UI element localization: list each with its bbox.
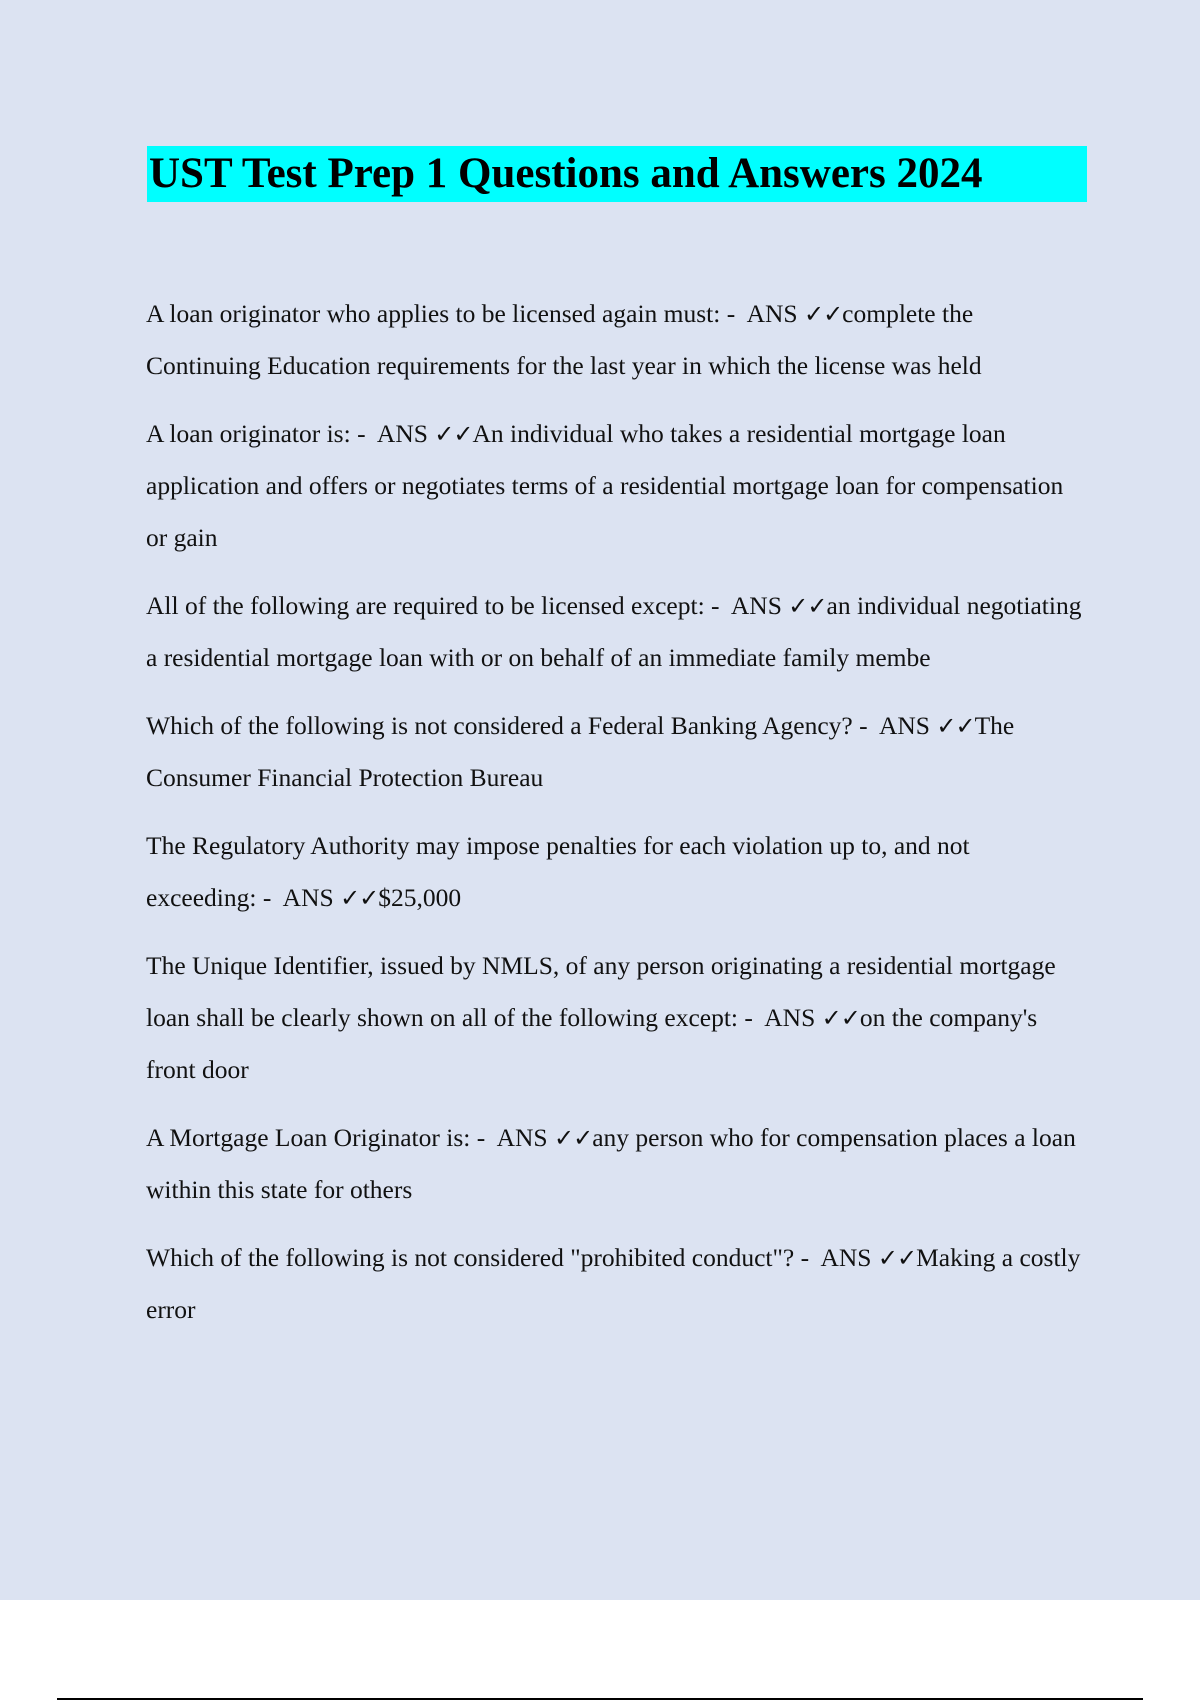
answer-text: The Consumer Financial Protection Bureau <box>146 711 1015 792</box>
answer-prefix: ANS <box>878 711 930 740</box>
answer-prefix: ANS <box>376 419 428 448</box>
qa-item <box>146 408 1086 564</box>
question-text: All of the following are required to be licensed except: <box>146 591 705 620</box>
title-highlight <box>147 146 1087 202</box>
separator: - <box>704 591 731 620</box>
separator: - <box>256 883 283 912</box>
qa-item <box>146 1232 1086 1336</box>
question-text: A loan originator who applies to be licensed again must: <box>146 299 721 328</box>
answer-prefix: ANS <box>820 1243 872 1272</box>
answer-prefix: ANS <box>746 299 798 328</box>
question-text: The Unique Identifier, issued by NMLS, of any person originating a residential mortgage loan shall be clearly shown on all of the following except: <box>146 951 1056 1032</box>
answer-text: an individual negotiating a residential mortgage loan with or on behalf of an immediate family membe <box>146 591 1082 672</box>
separator: - <box>720 299 747 328</box>
question-text: A loan originator is: <box>146 419 351 448</box>
answer-text: any person who for compensation places a loan within this state for others <box>146 1123 1076 1204</box>
separator: - <box>794 1243 821 1272</box>
answer-text: Making a costly error <box>146 1243 1081 1324</box>
answer-text: complete the Continuing Education requirements for the last year in which the license was held <box>146 299 982 380</box>
double-check-icon: ✓✓ <box>553 1124 593 1152</box>
answer-prefix: ANS <box>730 591 782 620</box>
separator: - <box>852 711 879 740</box>
question-text: Which of the following is not considered a Federal Banking Agency? <box>146 711 853 740</box>
qa-item <box>146 1112 1086 1216</box>
answer-prefix: ANS <box>764 1003 816 1032</box>
answer-prefix: ANS <box>496 1123 548 1152</box>
double-check-icon: ✓✓ <box>340 884 379 912</box>
qa-list <box>146 288 1086 1352</box>
double-check-icon: ✓✓ <box>788 592 827 620</box>
answer-text: An individual who takes a residential mortgage loan application and offers or negotiates terms of a residential mortgage loan for compensation or gain <box>146 419 1064 552</box>
qa-item <box>146 940 1086 1096</box>
qa-item <box>146 288 1086 392</box>
qa-item <box>146 700 1086 804</box>
double-check-icon: ✓✓ <box>877 1244 917 1272</box>
double-check-icon: ✓✓ <box>803 300 843 328</box>
separator: - <box>738 1003 765 1032</box>
answer-prefix: ANS <box>282 883 334 912</box>
double-check-icon: ✓✓ <box>434 420 473 448</box>
question-text: The Regulatory Authority may impose penalties for each violation up to, and not exceeding: <box>146 831 970 912</box>
separator: - <box>470 1123 497 1152</box>
document-title: UST Test Prep 1 Questions and Answers 2024 <box>149 150 983 197</box>
answer-text: on the company's front door <box>146 1003 1038 1084</box>
qa-item <box>146 820 1086 924</box>
double-check-icon: ✓✓ <box>821 1004 860 1032</box>
question-text: Which of the following is not considered "prohibited conduct"? <box>146 1243 795 1272</box>
separator: - <box>350 419 377 448</box>
question-text: A Mortgage Loan Originator is: <box>146 1123 471 1152</box>
answer-text: $25,000 <box>378 883 462 912</box>
double-check-icon: ✓✓ <box>936 712 975 740</box>
qa-item <box>146 580 1086 684</box>
